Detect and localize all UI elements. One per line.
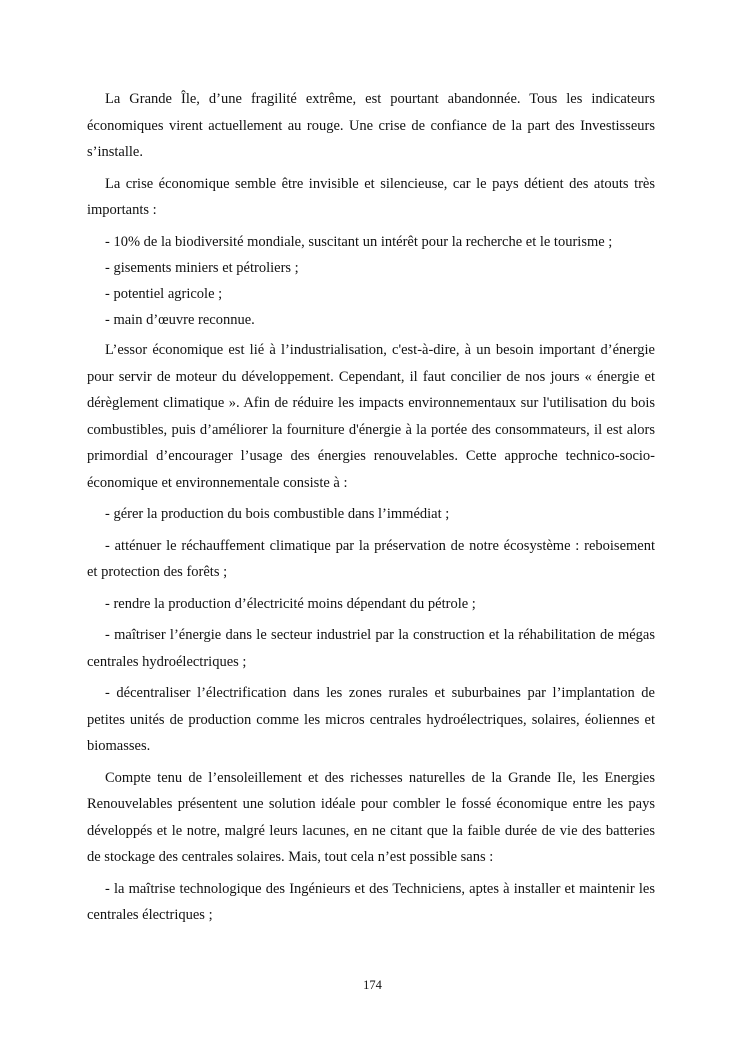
list-item-decentralize: - décentraliser l’électrification dans les zones rurales et suburbaines par l’implantation de petites unités de production comme les micros centrales hydroélectriques, solaires, éoliennes et biomasses. xyxy=(87,685,655,754)
body-text xyxy=(87,86,655,929)
list-item-electricity: - rendre la production d’électricité moins dépendant du pétrole ; xyxy=(105,595,476,612)
paragraph-intro: La Grande Île, d’une fragilité extrême, est pourtant abandonnée. Tous les indicateurs économiques virent actuellement au rouge. Une crise de confiance de la part des Investisseurs s’installe. xyxy=(87,91,655,160)
list-item-agriculture: - potentiel agricole ; xyxy=(105,286,223,302)
list-item-biodiversity: - 10% de la biodiversité mondiale, suscitant un intérêt pour la recherche et le tourisme ; xyxy=(105,233,613,250)
paragraph-energy: L’essor économique est lié à l’industrialisation, c'est-à-dire, à un besoin important d’énergie pour servir de moteur du développement. Cependant, il faut concilier de nos jours « énergie et dérèglement climatique ». Afin de réduire les impacts environnementaux sur l'utilisation du bois combustibles, puis d’améliorer la fourniture d'énergie à la portée des consommateurs, il est alors primordial d’encourager l’usage des énergies renouvelables. Cette approche technico-socio-économique et environnementale consiste à : xyxy=(87,342,655,491)
paragraph-crisis: La crise économique semble être invisible et silencieuse, car le pays détient des atouts très importants : xyxy=(87,175,655,218)
page-number: 174 xyxy=(363,978,382,992)
list-item-industry: - maîtriser l’énergie dans le secteur industriel par la construction et la réhabilitation de mégas centrales hydroélectriques ; xyxy=(87,627,655,670)
list-item-climate: - atténuer le réchauffement climatique par la préservation de notre écosystème : reboisement et protection des forêts ; xyxy=(87,537,655,580)
paragraph-renewables: Compte tenu de l’ensoleillement et des richesses naturelles de la Grande Ile, les Energies Renouvelables présentent une solution idéale pour combler le fossé économique entre les pays développés et le notre, malgré leurs lacunes, en ne citant que la faible durée de vie des batteries de stockage des centrales solaires. Mais, tout cela n’est possible sans : xyxy=(87,769,655,865)
list-item-engineers: - la maîtrise technologique des Ingénieurs et des Techniciens, aptes à installer et maintenir les centrales électriques ; xyxy=(87,880,655,923)
list-item-mining: - gisements miniers et pétroliers ; xyxy=(105,260,299,276)
list-item-workforce: - main d’œuvre reconnue. xyxy=(105,312,255,328)
list-item-wood: - gérer la production du bois combustible dans l’immédiat ; xyxy=(105,506,450,522)
